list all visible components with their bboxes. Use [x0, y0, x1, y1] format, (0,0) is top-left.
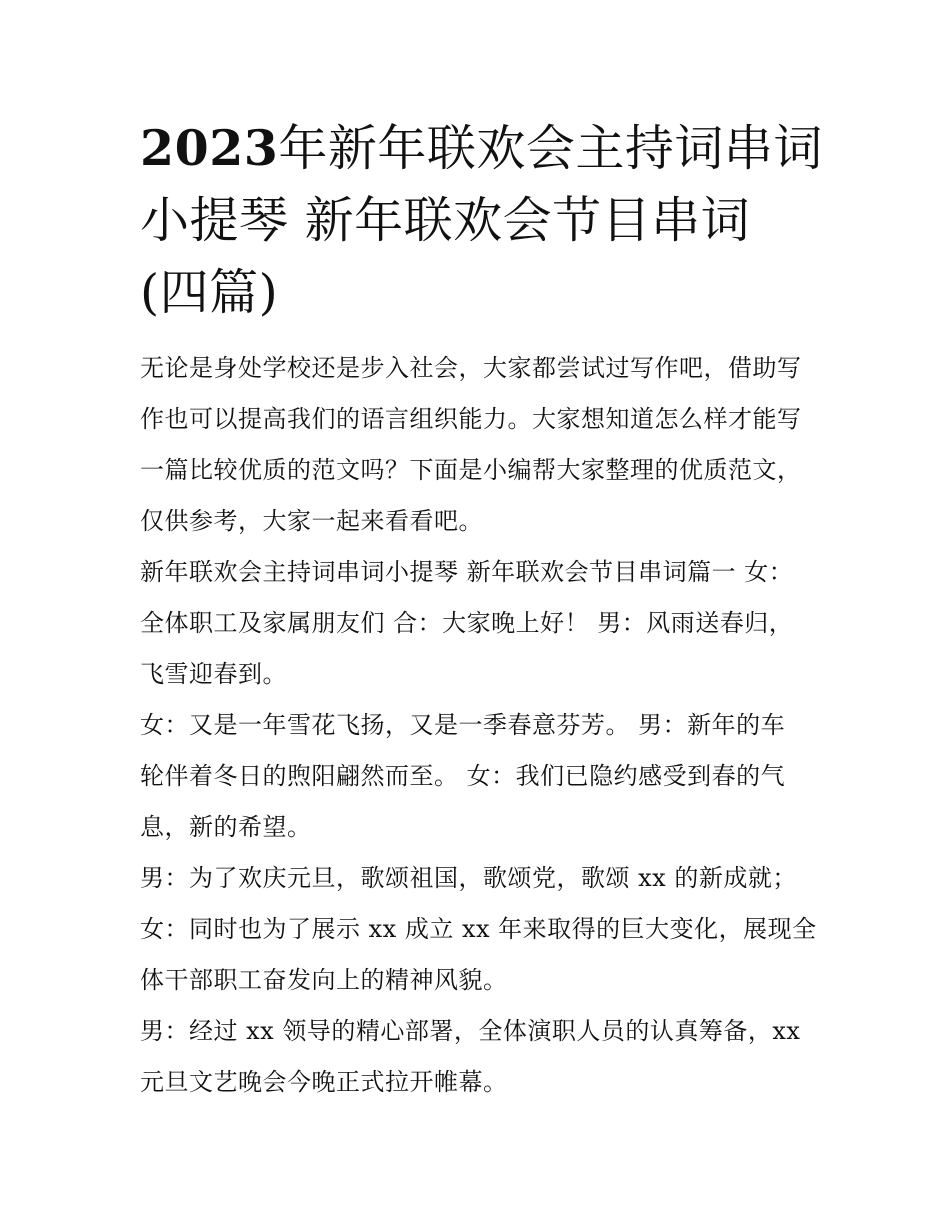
paragraph-dialogue-4 [140, 1006, 820, 1108]
text-line: 新年联欢会主持词串词小提琴 新年联欢会节目串词篇一 女： [140, 558, 794, 586]
text-line: 轮伴着冬日的煦阳翩然而至。 女：我们已隐约感受到春的气 [140, 762, 786, 790]
text-line: 全体职工及家属朋友们 合：大家晚上好！ 男：风雨送春归， [140, 609, 794, 637]
title-line-3: (四篇) [140, 264, 279, 321]
text-line: 男：为了欢庆元旦，歌颂祖国，歌颂党，歌颂 xx 的新成就； [140, 864, 797, 892]
paragraph-opening [140, 547, 820, 700]
paragraph-dialogue-1 [140, 700, 820, 853]
paragraph-dialogue-3 [140, 904, 820, 1006]
text-line: 体干部职工奋发向上的精神风貌。 [140, 966, 508, 994]
paragraph-intro [140, 343, 820, 547]
text-line: 作也可以提高我们的语言组织能力。大家想知道怎么样才能写 [140, 405, 802, 433]
text-line: 女：又是一年雪花飞扬，又是一季春意芬芳。 男：新年的车 [140, 711, 786, 739]
text-line: 仅供参考，大家一起来看看吧。 [140, 507, 483, 535]
text-line: 无论是身处学校还是步入社会，大家都尝试过写作吧，借助写 [140, 354, 802, 382]
title-line-1-text: 年新年联欢会主持词串词 [278, 120, 823, 177]
document-title [140, 112, 823, 329]
title-year: 2023 [140, 119, 279, 177]
text-line: 元旦文艺晚会今晚正式拉开帷幕。 [140, 1068, 508, 1096]
title-line-2: 小提琴 新年联欢会节目串词 [140, 192, 751, 249]
title-line-1 [140, 112, 823, 185]
document-page [140, 112, 823, 1108]
text-line: 男：经过 xx 领导的精心部署，全体演职人员的认真筹备，xx [140, 1017, 801, 1045]
text-line: 息，新的希望。 [140, 813, 312, 841]
paragraph-dialogue-2 [140, 853, 820, 904]
text-line: 女：同时也为了展示 xx 成立 xx 年来取得的巨大变化，展现全 [140, 915, 817, 943]
text-line: 飞雪迎春到。 [140, 660, 287, 688]
text-line: 一篇比较优质的范文吗？下面是小编帮大家整理的优质范文， [140, 456, 802, 484]
